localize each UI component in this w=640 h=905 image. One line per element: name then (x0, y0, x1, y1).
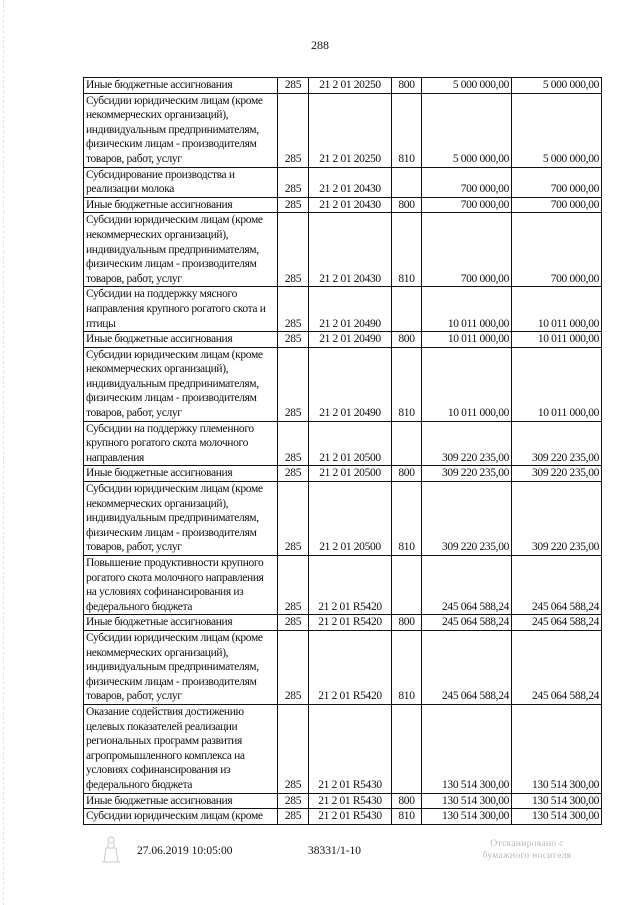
row-code-cell: 285 (278, 332, 309, 348)
row-sum-2019-cell: 10 011 000,00 (422, 287, 512, 332)
row-vr-cell: 810 (392, 482, 422, 556)
table-row (84, 704, 602, 793)
table-row (84, 167, 602, 197)
row-code-cell: 285 (278, 615, 309, 631)
row-vr-cell: 800 (392, 615, 422, 631)
row-name-cell: Субсидии юридическим лицам (кроме (84, 809, 278, 825)
row-csr-cell: 21 2 01 20430 (309, 197, 392, 213)
row-sum-2019-cell: 10 011 000,00 (422, 332, 512, 348)
row-csr-cell: 21 2 01 20490 (309, 347, 392, 421)
row-name-cell: Субсидии юридическим лицам (кроме некоммерческих организаций), индивидуальным предпринимателям, физическим лицам - производителям товаров, работ, услуг (84, 482, 278, 556)
footer-date: 27.06.2019 10:05:00 (137, 845, 233, 857)
row-name-cell: Иные бюджетные ассигнования (84, 197, 278, 213)
row-csr-cell: 21 2 01 R5420 (309, 556, 392, 615)
row-sum-total-cell: 130 514 300,00 (512, 704, 602, 793)
stamp-seal-icon (98, 834, 124, 864)
row-csr-cell: 21 2 01 20500 (309, 421, 392, 466)
row-csr-cell: 21 2 01 20250 (309, 78, 392, 94)
row-csr-cell: 21 2 01 R5430 (309, 793, 392, 809)
table-row (84, 78, 602, 94)
row-name-cell: Субсидии юридическим лицам (кроме некоммерческих организаций), индивидуальным предпринимателям, физическим лицам - производителям товаров, работ, услуг (84, 213, 278, 287)
row-code-cell: 285 (278, 213, 309, 287)
row-name-cell: Иные бюджетные ассигнования (84, 793, 278, 809)
table-row (84, 287, 602, 332)
row-sum-total-cell: 10 011 000,00 (512, 347, 602, 421)
row-csr-cell: 21 2 01 R5430 (309, 704, 392, 793)
table-row (84, 615, 602, 631)
row-sum-total-cell: 309 220 235,00 (512, 482, 602, 556)
row-vr-cell: 800 (392, 332, 422, 348)
footer-document-number: 38331/1-10 (308, 845, 362, 857)
row-name-cell: Иные бюджетные ассигнования (84, 615, 278, 631)
row-sum-total-cell: 10 011 000,00 (512, 332, 602, 348)
row-vr-cell: 810 (392, 93, 422, 167)
table-row (84, 556, 602, 615)
row-code-cell: 285 (278, 556, 309, 615)
row-sum-total-cell: 130 514 300,00 (512, 793, 602, 809)
row-sum-2019-cell: 309 220 235,00 (422, 466, 512, 482)
row-sum-total-cell: 700 000,00 (512, 213, 602, 287)
row-code-cell: 285 (278, 347, 309, 421)
row-name-cell: Субсидирование производства и реализации молока (84, 167, 278, 197)
row-name-cell: Субсидии юридическим лицам (кроме некоммерческих организаций), индивидуальным предпринимателям, физическим лицам - производителям товаров, работ, услуг (84, 630, 278, 704)
table-row (84, 213, 602, 287)
row-sum-2019-cell: 700 000,00 (422, 167, 512, 197)
row-csr-cell: 21 2 01 20430 (309, 167, 392, 197)
row-name-cell: Субсидии на поддержку племенного крупного рогатого скота молочного направления (84, 421, 278, 466)
row-sum-total-cell: 10 011 000,00 (512, 287, 602, 332)
row-csr-cell: 21 2 01 20490 (309, 287, 392, 332)
row-vr-cell: 800 (392, 466, 422, 482)
row-sum-2019-cell: 245 064 588,24 (422, 615, 512, 631)
row-csr-cell: 21 2 01 20250 (309, 93, 392, 167)
table-row (84, 421, 602, 466)
row-vr-cell: 810 (392, 213, 422, 287)
page-number: 288 (311, 38, 329, 52)
row-sum-total-cell: 5 000 000,00 (512, 78, 602, 94)
row-code-cell: 285 (278, 809, 309, 825)
row-name-cell: Субсидии на поддержку мясного направления крупного рогатого скота и птицы (84, 287, 278, 332)
row-vr-cell (392, 167, 422, 197)
row-sum-2019-cell: 5 000 000,00 (422, 78, 512, 94)
row-vr-cell (392, 421, 422, 466)
table-row (84, 347, 602, 421)
row-sum-2019-cell: 10 011 000,00 (422, 347, 512, 421)
row-sum-2019-cell: 245 064 588,24 (422, 556, 512, 615)
row-sum-total-cell: 309 220 235,00 (512, 466, 602, 482)
table-row (84, 482, 602, 556)
row-sum-2019-cell: 5 000 000,00 (422, 93, 512, 167)
row-code-cell: 285 (278, 78, 309, 94)
row-vr-cell: 800 (392, 78, 422, 94)
row-vr-cell (392, 704, 422, 793)
row-vr-cell: 800 (392, 793, 422, 809)
row-name-cell: Иные бюджетные ассигнования (84, 332, 278, 348)
row-vr-cell (392, 556, 422, 615)
watermark-line-2: бумажного носителя (482, 851, 572, 861)
row-sum-2019-cell: 309 220 235,00 (422, 482, 512, 556)
row-sum-total-cell: 309 220 235,00 (512, 421, 602, 466)
table-row (84, 630, 602, 704)
row-sum-2019-cell: 130 514 300,00 (422, 704, 512, 793)
row-sum-2019-cell: 245 064 588,24 (422, 630, 512, 704)
row-csr-cell: 21 2 01 20430 (309, 213, 392, 287)
row-code-cell: 285 (278, 93, 309, 167)
row-sum-total-cell: 245 064 588,24 (512, 615, 602, 631)
row-vr-cell (392, 287, 422, 332)
row-vr-cell: 810 (392, 630, 422, 704)
table-row (84, 793, 602, 809)
row-sum-total-cell: 700 000,00 (512, 167, 602, 197)
row-sum-total-cell: 700 000,00 (512, 197, 602, 213)
row-sum-total-cell: 5 000 000,00 (512, 93, 602, 167)
row-sum-2019-cell: 700 000,00 (422, 213, 512, 287)
table-row (84, 197, 602, 213)
row-name-cell: Повышение продуктивности крупного рогатого скота молочного направления на условиях софинансирования из федерального бюджета (84, 556, 278, 615)
row-csr-cell: 21 2 01 R5420 (309, 630, 392, 704)
row-vr-cell: 810 (392, 347, 422, 421)
row-code-cell: 285 (278, 287, 309, 332)
row-sum-total-cell: 130 514 300,00 (512, 809, 602, 825)
row-code-cell: 285 (278, 421, 309, 466)
watermark-line-1: Отсканировано с (490, 839, 564, 849)
row-code-cell: 285 (278, 482, 309, 556)
row-code-cell: 285 (278, 793, 309, 809)
row-name-cell: Оказание содействия достижению целевых показателей реализации региональных программ развития агропромышленного комплекса на условиях софинансирования из федерального бюджета (84, 704, 278, 793)
row-name-cell: Субсидии юридическим лицам (кроме некоммерческих организаций), индивидуальным предпринимателям, физическим лицам - производителям товаров, работ, услуг (84, 347, 278, 421)
row-sum-2019-cell: 130 514 300,00 (422, 809, 512, 825)
row-code-cell: 285 (278, 630, 309, 704)
budget-table (83, 77, 602, 825)
row-sum-total-cell: 245 064 588,24 (512, 556, 602, 615)
row-sum-2019-cell: 700 000,00 (422, 197, 512, 213)
row-csr-cell: 21 2 01 R5420 (309, 615, 392, 631)
table-row (84, 332, 602, 348)
row-code-cell: 285 (278, 704, 309, 793)
budget-table-body (84, 78, 602, 825)
table-row (84, 809, 602, 825)
row-csr-cell: 21 2 01 20500 (309, 466, 392, 482)
row-sum-total-cell: 245 064 588,24 (512, 630, 602, 704)
row-vr-cell: 800 (392, 197, 422, 213)
row-code-cell: 285 (278, 466, 309, 482)
row-vr-cell: 810 (392, 809, 422, 825)
row-csr-cell: 21 2 01 R5430 (309, 809, 392, 825)
row-name-cell: Иные бюджетные ассигнования (84, 466, 278, 482)
row-name-cell: Иные бюджетные ассигнования (84, 78, 278, 94)
row-sum-2019-cell: 309 220 235,00 (422, 421, 512, 466)
row-code-cell: 285 (278, 167, 309, 197)
scan-edge-mark (3, 0, 5, 905)
row-code-cell: 285 (278, 197, 309, 213)
row-name-cell: Субсидии юридическим лицам (кроме некоммерческих организаций), индивидуальным предпринимателям, физическим лицам - производителям товаров, работ, услуг (84, 93, 278, 167)
row-sum-2019-cell: 130 514 300,00 (422, 793, 512, 809)
row-csr-cell: 21 2 01 20490 (309, 332, 392, 348)
table-row (84, 93, 602, 167)
row-csr-cell: 21 2 01 20500 (309, 482, 392, 556)
table-row (84, 466, 602, 482)
scan-watermark (452, 838, 602, 862)
